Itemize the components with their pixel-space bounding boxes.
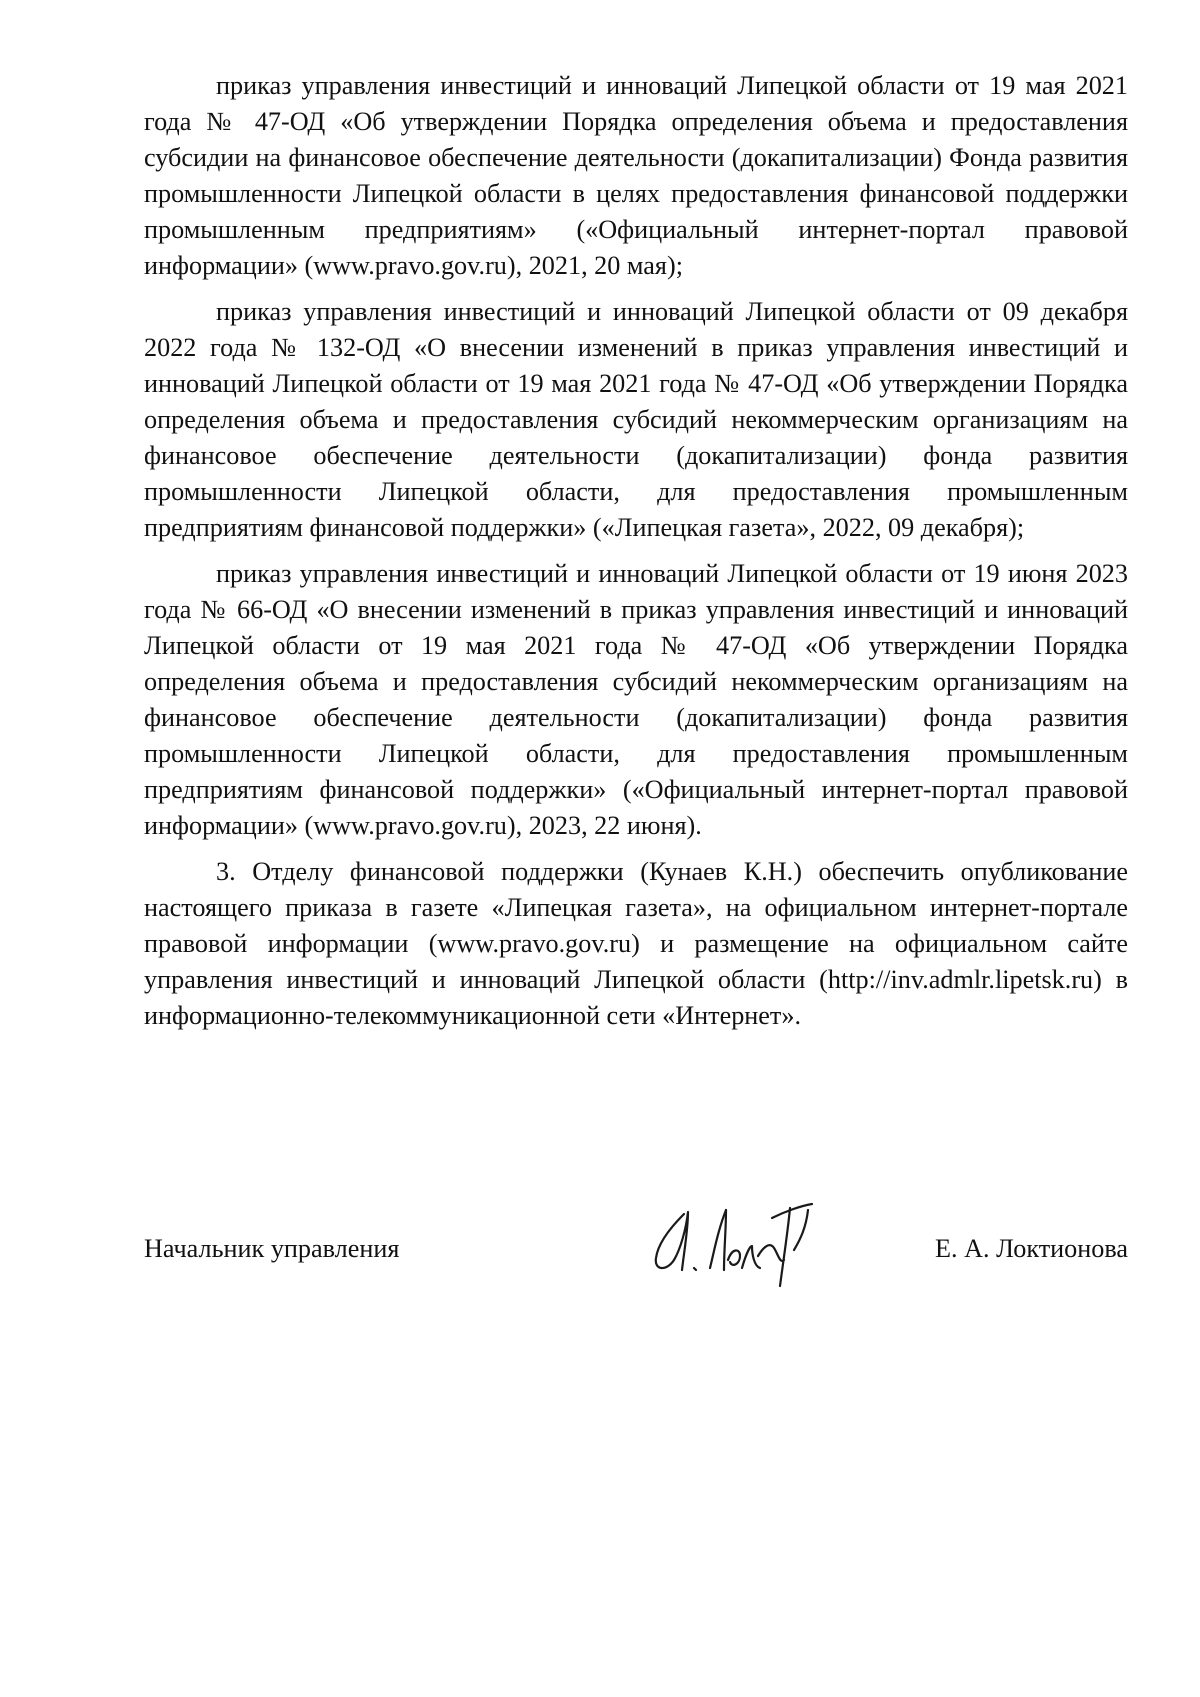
document-body bbox=[144, 68, 1128, 1044]
paragraph-order-2023: приказ управления инвестиций и инноваций Липецкой области от 19 июня 2023 года № 66-ОД «О внесении изменений в приказ управления инвестиций и инноваций Липецкой области от 19 мая 2021 года № 47-ОД «Об утверждении Порядка определения объема и предоставления субсидий некоммерческим организациям на финансовое обеспечение деятельности (докапитализации) фонда развития промышленности Липецкой области, для предоставления промышленным предприятиям финансовой поддержки» («Официальный интернет-портал правовой информации» (www.pravo.gov.ru), 2023, 22 июня). bbox=[144, 559, 1128, 840]
paragraph-item-3: 3. Отделу финансовой поддержки (Кунаев К.Н.) обеспечить опубликование настоящего приказа в газете «Липецкая газета», на официальном интернет-портале правовой информации (www.pravo.gov.ru) и размещение на официальном сайте управления инвестиций и инноваций Липецкой области (http://inv.admlr.lipetsk.ru) в информационно-телекоммуникационной сети «Интернет». bbox=[144, 857, 1128, 1030]
signatory-position: Начальник управления bbox=[144, 1234, 400, 1263]
paragraph-order-2021: приказ управления инвестиций и инноваций Липецкой области от 19 мая 2021 года № 47-ОД «Об утверждении Порядка определения объема и предоставления субсидии на финансовое обеспечение деятельности (докапитализации) Фонда развития промышленности Липецкой области в целях предоставления финансовой поддержки промышленным предприятиям» («Официальный интернет-портал правовой информации» (www.pravo.gov.ru), 2021, 20 мая); bbox=[144, 71, 1128, 280]
paragraph-order-2022: приказ управления инвестиций и инноваций Липецкой области от 09 декабря 2022 года № 132-ОД «О внесении изменений в приказ управления инвестиций и инноваций Липецкой области от 19 мая 2021 года № 47-ОД «Об утверждении Порядка определения объема и предоставления субсидий некоммерческим организациям на финансовое обеспечение деятельности (докапитализации) фонда развития промышленности Липецкой области, для предоставления промышленным предприятиям финансовой поддержки» («Липецкая газета», 2022, 09 декабря); bbox=[144, 297, 1128, 542]
signatory-name: Е. А. Локтионова bbox=[935, 1234, 1128, 1263]
handwritten-signature bbox=[644, 1190, 844, 1290]
signature-block bbox=[144, 1190, 1128, 1290]
